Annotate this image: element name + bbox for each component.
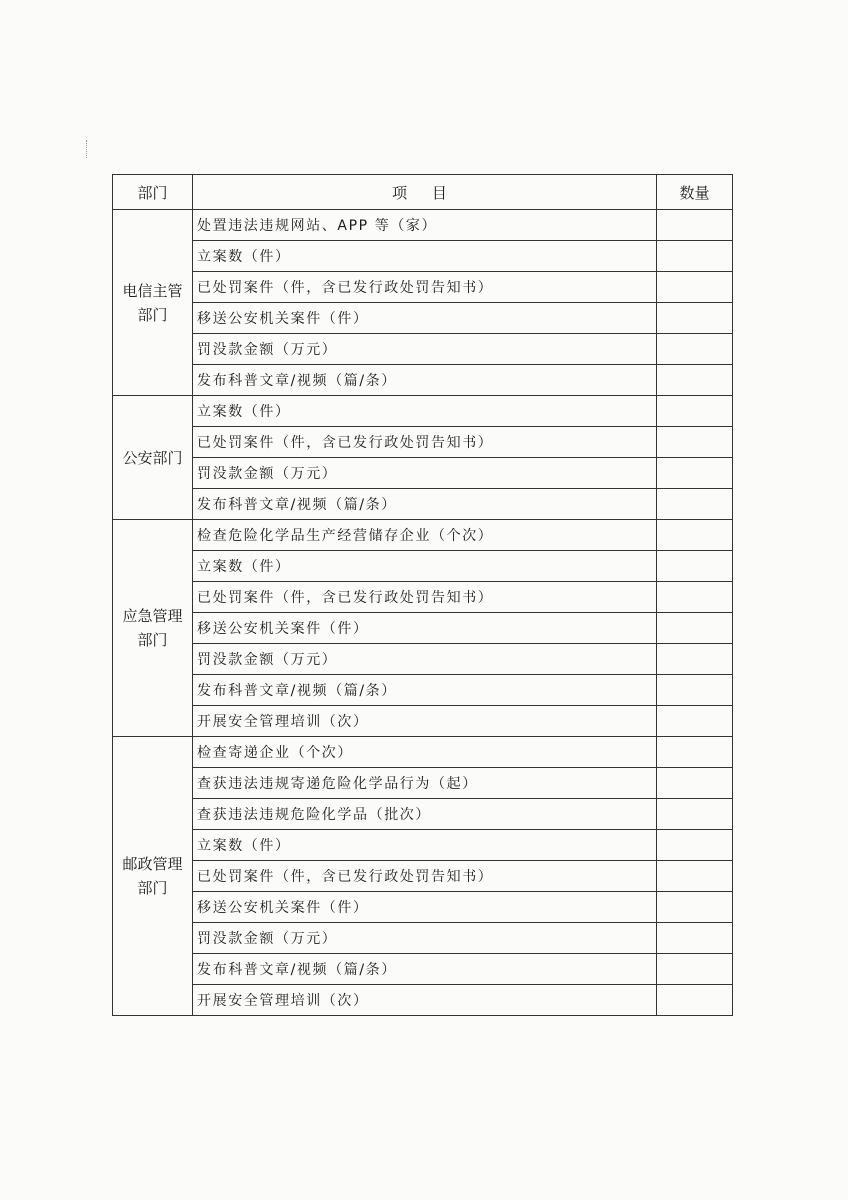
table-row <box>113 303 733 334</box>
item-cell: 立案数（件） <box>193 551 657 582</box>
table-row <box>113 861 733 892</box>
statistics-table <box>112 174 733 1016</box>
quantity-cell[interactable] <box>657 985 733 1016</box>
quantity-cell[interactable] <box>657 551 733 582</box>
dept-cell <box>113 396 193 520</box>
table-row <box>113 985 733 1016</box>
item-cell: 开展安全管理培训（次） <box>193 706 657 737</box>
quantity-cell[interactable] <box>657 923 733 954</box>
table-row <box>113 334 733 365</box>
item-cell: 立案数（件） <box>193 830 657 861</box>
quantity-cell[interactable] <box>657 582 733 613</box>
table-row <box>113 799 733 830</box>
table-body <box>113 210 733 1016</box>
dept-cell <box>113 520 193 737</box>
table-row <box>113 427 733 458</box>
dept-name-line1: 电信主管 <box>122 281 183 300</box>
item-cell: 移送公安机关案件（件） <box>193 613 657 644</box>
table-row <box>113 396 733 427</box>
quantity-cell[interactable] <box>657 303 733 334</box>
dept-name-line1: 邮政管理 <box>122 855 183 873</box>
table-row <box>113 768 733 799</box>
header-dept: 部门 <box>113 175 193 210</box>
item-cell: 发布科普文章/视频（篇/条） <box>193 365 657 396</box>
margin-mark <box>86 140 90 158</box>
item-cell: 发布科普文章/视频（篇/条） <box>193 954 657 985</box>
item-cell: 移送公安机关案件（件） <box>193 303 657 334</box>
item-cell: 罚没款金额（万元） <box>193 923 657 954</box>
quantity-cell[interactable] <box>657 768 733 799</box>
table-row <box>113 582 733 613</box>
item-cell: 检查危险化学品生产经营储存企业（个次） <box>193 520 657 551</box>
item-cell: 已处罚案件（件，含已发行政处罚告知书） <box>193 861 657 892</box>
quantity-cell[interactable] <box>657 241 733 272</box>
table-header-row <box>113 175 733 210</box>
quantity-cell[interactable] <box>657 706 733 737</box>
table-row <box>113 923 733 954</box>
item-cell: 已处罚案件（件，含已发行政处罚告知书） <box>193 272 657 303</box>
item-cell: 发布科普文章/视频（篇/条） <box>193 489 657 520</box>
table-row <box>113 210 733 241</box>
quantity-cell[interactable] <box>657 427 733 458</box>
quantity-cell[interactable] <box>657 489 733 520</box>
dept-name-line2: 部门 <box>137 631 168 649</box>
table-row <box>113 365 733 396</box>
table-row <box>113 892 733 923</box>
quantity-cell[interactable] <box>657 737 733 768</box>
item-cell: 处置违法违规网站、APP 等（家） <box>193 210 657 241</box>
table-row <box>113 954 733 985</box>
table-row <box>113 706 733 737</box>
item-cell: 查获违法违规危险化学品（批次） <box>193 799 657 830</box>
dept-name-line1: 应急管理 <box>122 607 183 625</box>
table-row <box>113 241 733 272</box>
dept-name-line1: 公安部门 <box>122 448 183 467</box>
quantity-cell[interactable] <box>657 210 733 241</box>
item-cell: 立案数（件） <box>193 396 657 427</box>
item-cell: 已处罚案件（件，含已发行政处罚告知书） <box>193 582 657 613</box>
table-row <box>113 675 733 706</box>
quantity-cell[interactable] <box>657 830 733 861</box>
quantity-cell[interactable] <box>657 954 733 985</box>
quantity-cell[interactable] <box>657 861 733 892</box>
quantity-cell[interactable] <box>657 458 733 489</box>
item-cell: 罚没款金额（万元） <box>193 644 657 675</box>
quantity-cell[interactable] <box>657 675 733 706</box>
quantity-cell[interactable] <box>657 272 733 303</box>
table-row <box>113 737 733 768</box>
header-item: 项 目 <box>193 175 657 210</box>
quantity-cell[interactable] <box>657 334 733 365</box>
item-cell: 开展安全管理培训（次） <box>193 985 657 1016</box>
table-row <box>113 520 733 551</box>
quantity-cell[interactable] <box>657 613 733 644</box>
item-cell: 移送公安机关案件（件） <box>193 892 657 923</box>
item-cell: 罚没款金额（万元） <box>193 458 657 489</box>
table-row <box>113 489 733 520</box>
quantity-cell[interactable] <box>657 396 733 427</box>
header-qty: 数量 <box>657 175 733 210</box>
dept-cell <box>113 210 193 396</box>
dept-cell <box>113 737 193 1016</box>
quantity-cell[interactable] <box>657 644 733 675</box>
item-cell: 立案数（件） <box>193 241 657 272</box>
table-row <box>113 551 733 582</box>
table-row <box>113 272 733 303</box>
quantity-cell[interactable] <box>657 892 733 923</box>
quantity-cell[interactable] <box>657 520 733 551</box>
item-cell: 已处罚案件（件，含已发行政处罚告知书） <box>193 427 657 458</box>
table-row <box>113 458 733 489</box>
dept-name-line2: 部门 <box>137 305 168 324</box>
item-cell: 发布科普文章/视频（篇/条） <box>193 675 657 706</box>
dept-name-line2: 部门 <box>137 879 168 897</box>
item-cell: 查获违法违规寄递危险化学品行为（起） <box>193 768 657 799</box>
table-row <box>113 830 733 861</box>
quantity-cell[interactable] <box>657 365 733 396</box>
item-cell: 检查寄递企业（个次） <box>193 737 657 768</box>
item-cell: 罚没款金额（万元） <box>193 334 657 365</box>
table-row <box>113 644 733 675</box>
table-row <box>113 613 733 644</box>
quantity-cell[interactable] <box>657 799 733 830</box>
